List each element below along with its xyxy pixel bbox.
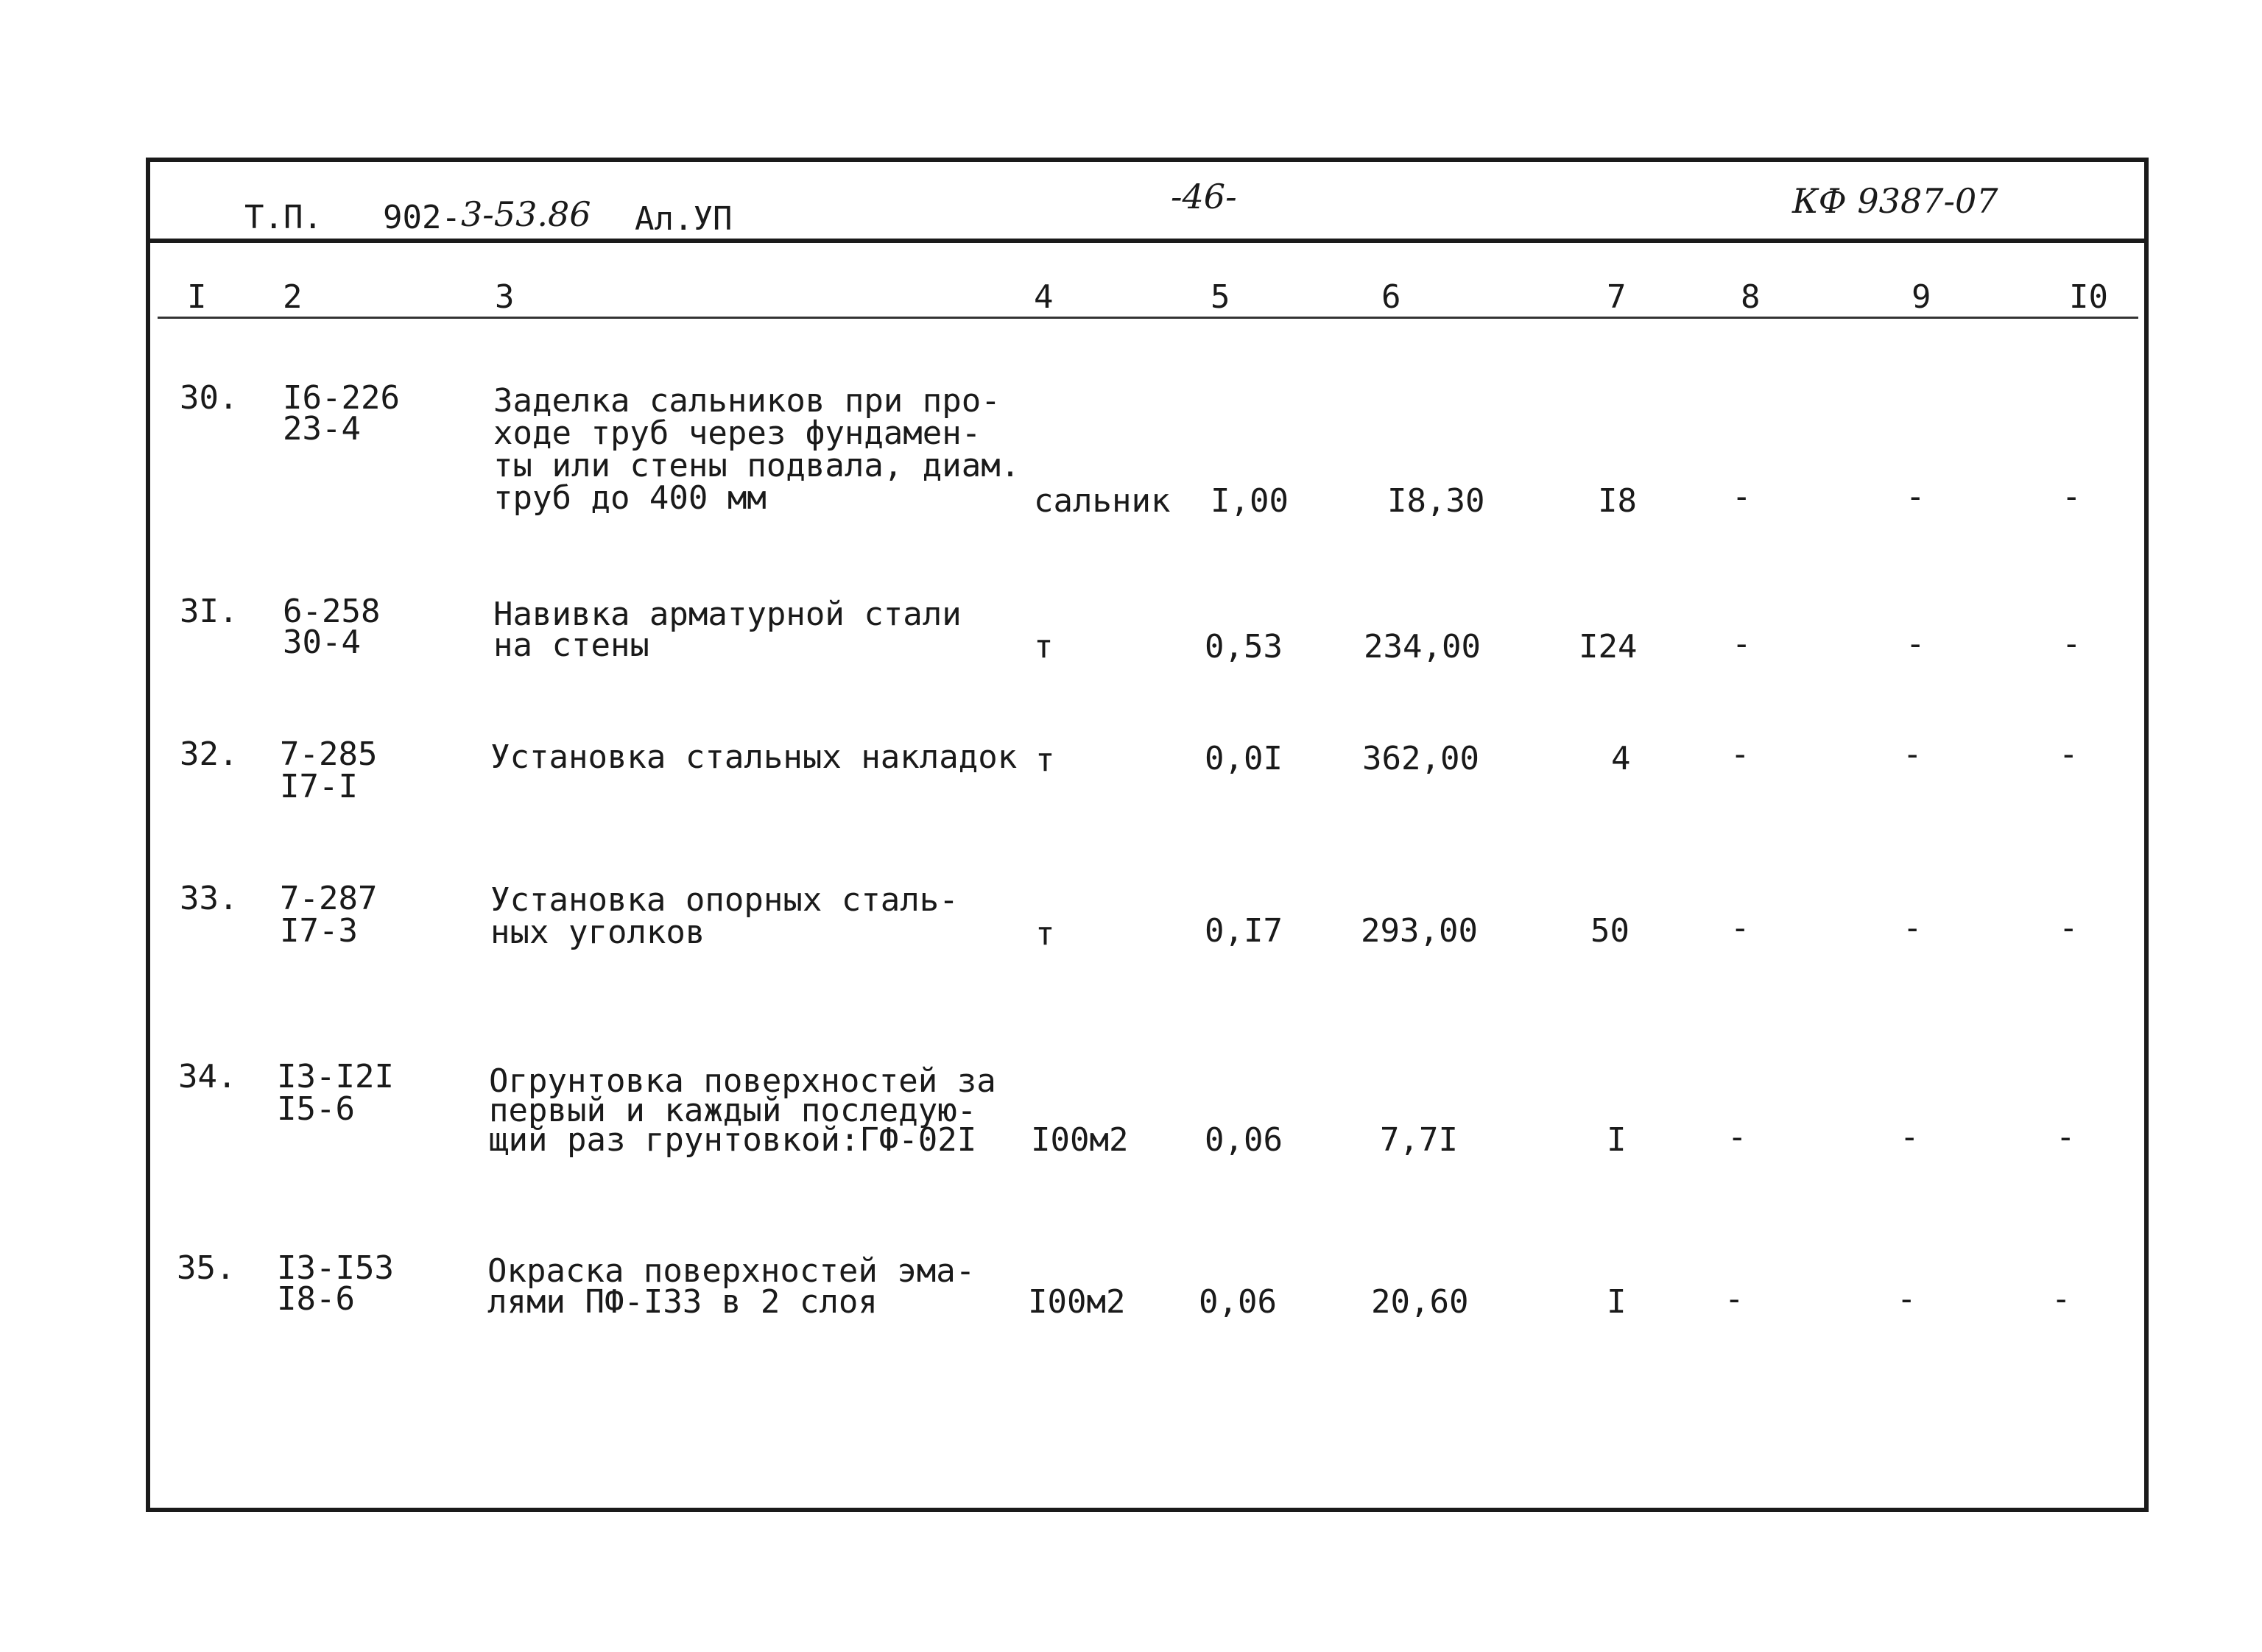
row-code-line-2: 30-4 [283,624,361,661]
row-col-10: - [2062,478,2082,515]
doc-number-prefix: 902- [383,199,461,236]
row-desc-line-1: Заделка сальников при про- [493,382,1001,420]
row-col-8: - [1730,909,1750,947]
row-col-10: - [2059,909,2079,947]
col-header-3: 3 [495,278,515,316]
row-number: 30. [180,379,239,417]
row-col-10: - [2056,1118,2076,1156]
row-col-8: - [1732,478,1752,515]
row-col-10: - [2062,625,2082,663]
row-col-8: - [1727,1118,1747,1156]
row-desc-line-2: ходе труб через фундамен- [493,414,982,452]
tp-label: Т.П. [244,199,323,236]
row-code-line-2: I5-6 [277,1090,355,1128]
row-col-8: - [1732,625,1752,663]
row-number: 34. [178,1058,237,1095]
row-price: 7,7I [1380,1121,1458,1159]
row-col-9: - [1906,478,1925,515]
row-quantity: 0,53 [1205,628,1283,666]
row-code-line-2: 23-4 [283,410,361,448]
row-code-line-2: I8-6 [277,1280,355,1318]
row-total: 50 [1590,912,1629,950]
row-unit: сальник [1034,482,1171,520]
document-code: КФ 9387-07 [1792,181,1998,221]
col-header-1: I [187,278,207,316]
row-total: I [1607,1283,1627,1321]
col-header-5: 5 [1211,278,1230,316]
row-col-10: - [2051,1280,2071,1318]
row-quantity: I,00 [1211,482,1289,520]
col-header-2: 2 [283,278,303,316]
row-number: 33. [180,880,239,917]
row-col-9: - [1906,625,1925,663]
row-code-line-1: 6-258 [283,593,381,630]
row-col-9: - [1903,909,1923,947]
row-col-8: - [1730,735,1750,773]
col-header-9: 9 [1912,278,1931,316]
page-number: -46- [1171,177,1237,216]
row-code-line-1: 7-287 [280,880,378,917]
row-code-line-1: I3-I2I [277,1058,394,1095]
col-header-7: 7 [1607,278,1627,316]
row-col-9: - [1903,735,1923,773]
row-desc-line-2: на стены [493,626,649,664]
row-unit: I00м2 [1028,1283,1126,1321]
row-unit: т [1035,915,1055,953]
row-price: 234,00 [1364,628,1481,666]
row-total: I [1607,1121,1627,1159]
row-desc-line-1: Установка стальных накладок [490,738,1018,776]
doc-number-handwritten: 3-53.86 [461,194,591,234]
row-unit: I00м2 [1031,1121,1129,1159]
row-code-line-2: I7-I [280,768,358,805]
col-header-10: I0 [2069,278,2108,316]
row-quantity: 0,06 [1205,1121,1283,1159]
document-sheet [146,158,2149,1512]
col-header-6: 6 [1381,278,1401,316]
row-desc-line-2: ных уголков [490,914,705,951]
row-desc-line-1: Окраска поверхностей эма- [487,1252,976,1290]
header-divider [158,317,2138,319]
row-desc-line-1: Огрунтовка поверхностей за [489,1062,996,1100]
column-header-row [150,243,2144,324]
row-desc-line-1: Навивка арматурной стали [493,596,962,633]
album-label: Ал.УП [635,200,733,238]
row-unit: т [1034,628,1054,666]
row-price: I8,30 [1387,482,1485,520]
row-col-9: - [1897,1280,1917,1318]
row-quantity: 0,I7 [1205,912,1283,950]
row-quantity: 0,06 [1199,1283,1277,1321]
row-total: I24 [1579,628,1638,666]
col-header-4: 4 [1034,278,1054,316]
row-code-line-1: I3-I53 [277,1249,394,1287]
row-desc-line-4: труб до 400 мм [493,479,767,517]
title-bar [150,162,2144,243]
row-desc-line-1: Установка опорных сталь- [490,881,959,919]
row-desc-line-3: щий раз грунтовкой:ГФ-02I [489,1121,977,1159]
row-price: 293,00 [1361,912,1478,950]
row-code-line-1: I6-226 [283,379,400,417]
row-unit: т [1035,741,1055,779]
row-code-line-2: I7-3 [280,912,358,950]
row-number: 32. [180,735,239,773]
row-total: 4 [1611,740,1631,777]
row-number: 35. [177,1249,236,1287]
row-price: 20,60 [1371,1283,1469,1321]
row-desc-line-2: первый и каждый последую- [489,1092,977,1129]
row-col-9: - [1900,1118,1920,1156]
row-desc-line-3: ты или стены подвала, диам. [493,447,1021,484]
row-quantity: 0,0I [1205,740,1283,777]
row-col-10: - [2059,735,2079,773]
row-col-8: - [1724,1280,1744,1318]
row-number: 3I. [180,593,239,630]
row-total: I8 [1598,482,1637,520]
row-price: 362,00 [1362,740,1479,777]
col-header-8: 8 [1741,278,1761,316]
row-desc-line-2: лями ПФ-I33 в 2 слоя [487,1283,878,1321]
row-code-line-1: 7-285 [280,735,378,773]
